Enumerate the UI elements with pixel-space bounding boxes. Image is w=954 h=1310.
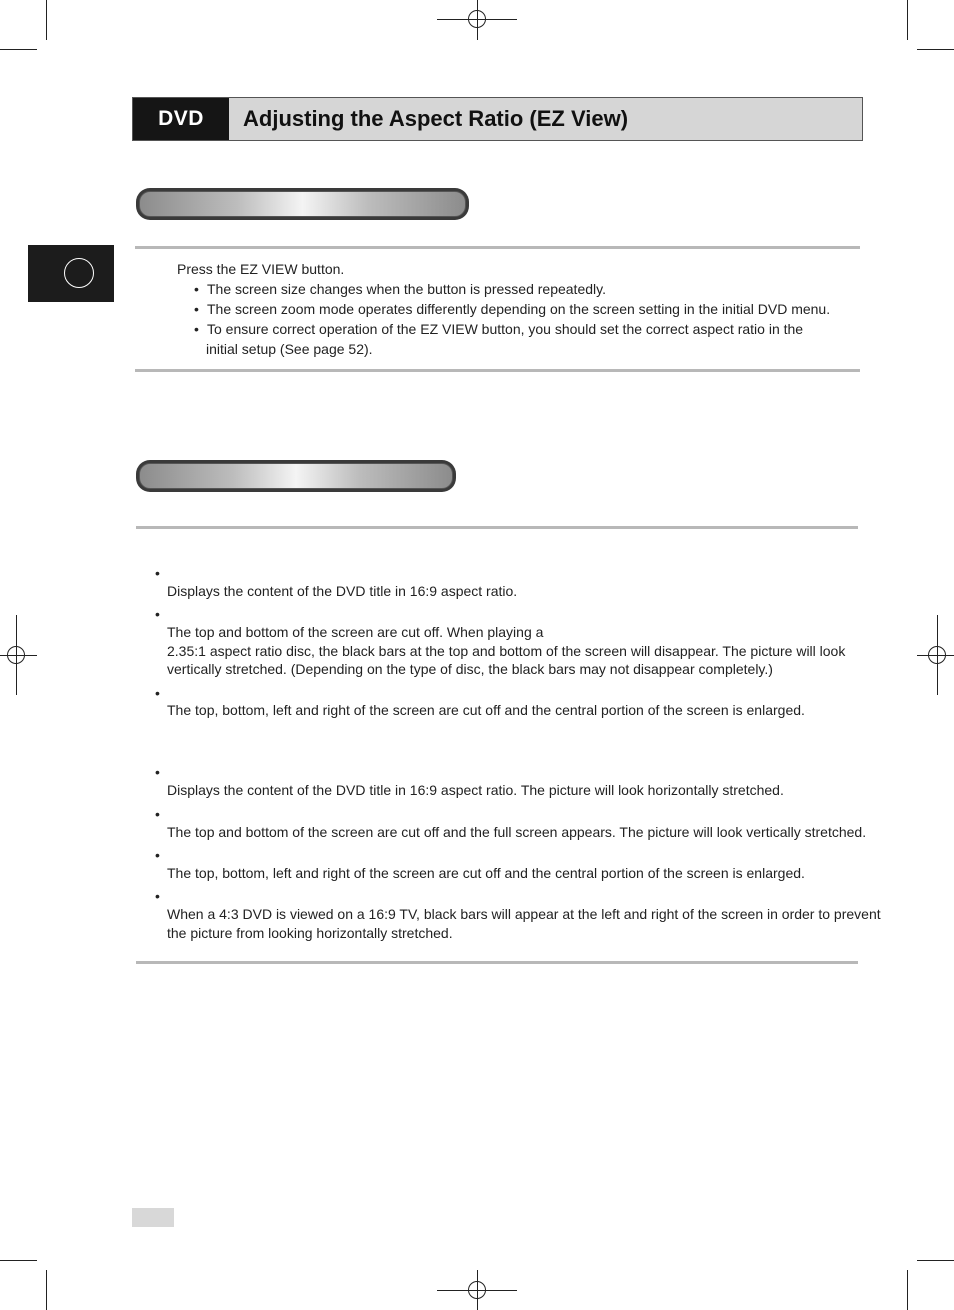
note-line: The screen zoom mode operates differently depending on the screen setting in the initial DVD menu. — [207, 301, 831, 317]
bullet-dot: • — [155, 685, 160, 701]
bullet-dot: • — [155, 847, 160, 863]
dvd-tag: DVD — [133, 98, 229, 140]
section2-top-rule — [136, 526, 858, 529]
instruction-text: Press the EZ VIEW button. — [177, 261, 345, 277]
side-tab — [28, 245, 114, 302]
page-title: Adjusting the Aspect Ratio (EZ View) — [243, 106, 629, 131]
note-line: To ensure correct operation of the EZ VIEW button, you should set the correct aspect ratio in the — [207, 321, 804, 337]
bullet-dot: • — [155, 606, 160, 622]
mode-description: 2.35:1 aspect ratio disc, the black bars at the top and bottom of the screen will disappear. The picture will look — [167, 643, 846, 659]
section1-top-rule — [135, 246, 860, 249]
section2-banner — [136, 460, 456, 492]
bullet-dot: • — [194, 301, 199, 317]
mode-description: The top and bottom of the screen are cut off. When playing a — [167, 624, 544, 640]
mode-description: the picture from looking horizontally stretched. — [167, 925, 453, 941]
section1-banner — [136, 188, 469, 220]
note-line: The screen size changes when the button is pressed repeatedly. — [207, 281, 606, 297]
bullet-dot: • — [194, 321, 199, 337]
section2-bottom-rule — [136, 961, 858, 964]
mode-description: The top and bottom of the screen are cut off and the full screen appears. The picture will look vertically stretched. — [167, 824, 867, 840]
circle-icon — [64, 258, 94, 288]
mode-description: vertically stretched. (Depending on the type of disc, the black bars may not disappear completely.) — [167, 661, 773, 677]
mode-description: The top, bottom, left and right of the screen are cut off and the central portion of the screen is enlarged. — [167, 865, 805, 881]
bullet-dot: • — [155, 764, 160, 780]
bullet-dot: • — [155, 888, 160, 904]
mode-description: Displays the content of the DVD title in 16:9 aspect ratio. — [167, 583, 518, 599]
note-line: initial setup (See page 52). — [206, 341, 373, 357]
mode-description: When a 4:3 DVD is viewed on a 16:9 TV, black bars will appear at the left and right of the screen in order to prevent — [167, 906, 881, 922]
mode-description: Displays the content of the DVD title in 16:9 aspect ratio. The picture will look horizontally stretched. — [167, 782, 784, 798]
bullet-dot: • — [155, 806, 160, 822]
page-header — [132, 97, 863, 141]
bullet-dot: • — [155, 565, 160, 581]
page-number-box — [132, 1208, 174, 1227]
mode-description: The top, bottom, left and right of the screen are cut off and the central portion of the screen is enlarged. — [167, 702, 805, 718]
section1-bottom-rule — [135, 369, 860, 372]
bullet-dot: • — [194, 281, 199, 297]
